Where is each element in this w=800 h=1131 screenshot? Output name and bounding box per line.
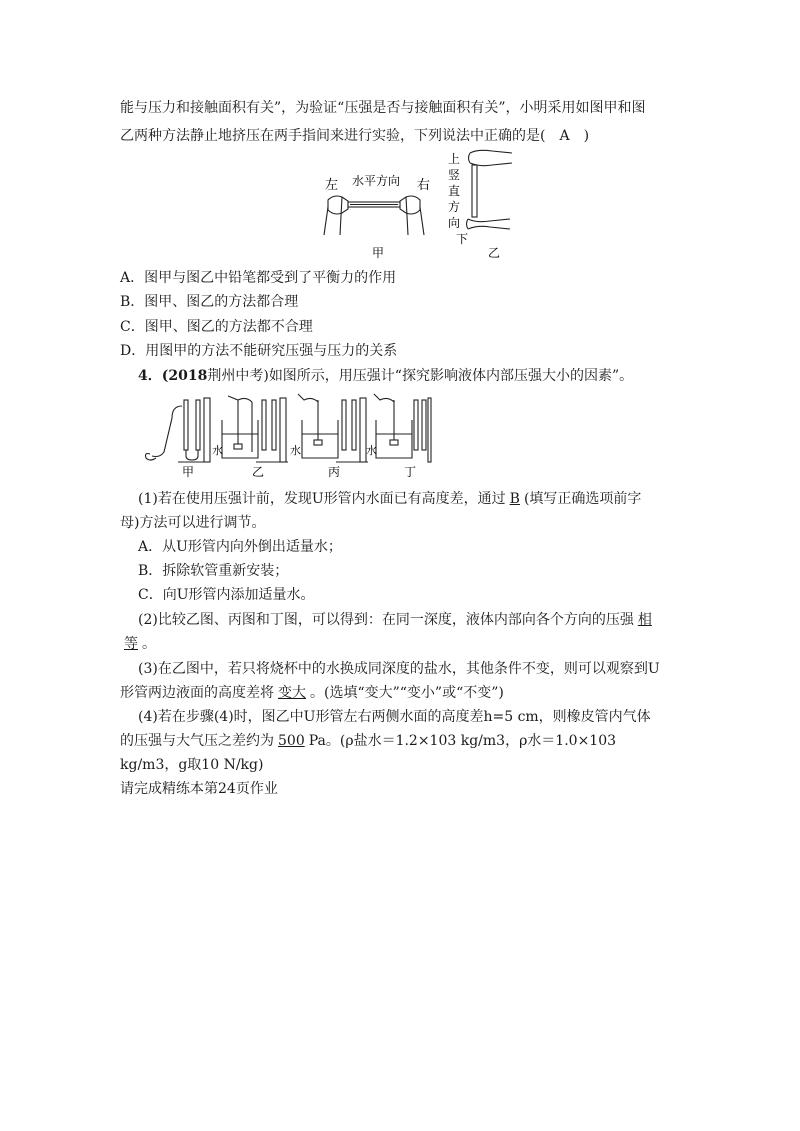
pressure-gauge-figure [142,388,432,478]
q3-line2: 乙两种方法静止地挤压在两手指间来进行实验，下列说法中正确的是( A ) [120,128,590,144]
q4-p3-answer: 变大 [278,685,306,701]
q4-p1-option-a: A．从U形管内向外倒出适量水； [138,539,342,555]
q4-p1-option-c: C．向U形管内添加适量水。 [138,587,315,603]
homework-footer: 请完成精练本第24页作业 [120,781,278,797]
q4-p1-answer: B [509,491,520,507]
q4-p3-line2 [120,683,504,703]
q4-p2-line2 [120,634,156,654]
fig-label-vertical-4: 向 [448,216,461,230]
q4-stem-line [138,366,633,386]
q4-p2-text: (2)比较乙图、丙图和丁图，可以得到：在同一深度，液体内部向各个方向的压强 [138,612,634,628]
q3-option-a: A．图甲与图乙中铅笔都受到了平衡力的作用 [120,270,397,286]
fig-label-down: 下 [456,232,469,246]
vertical-pencil-hands [467,150,513,229]
q4-p3-text-b: 形管两边液面的高度差将 [120,685,274,701]
q4-p2-answer-1: 相 [637,612,652,628]
q4-p4-line2 [120,731,616,751]
fig-label-yi: 乙 [488,246,501,260]
q4-p3-line1: (3)在乙图中，若只将烧杯中的水换成同深度的盐水，其他条件不变，则可以观察到U [138,661,660,677]
q4-p4-text-c: Pa。(ρ盐水＝1.2×103 kg/m3，ρ水＝1.0×103 [308,733,617,749]
gauge-yi [222,396,288,462]
q4-p4-answer: 500 [278,733,305,749]
gauge-label-ding: 丁 [404,465,417,478]
q4-p2-answer-2: 等 [124,636,138,652]
water-label-2: 水 [290,444,301,457]
q4-stem: 如图所示，用压强计“探究影响液体内部压强大小的因素”。 [268,368,634,384]
q4-p1-line2: 母)方法可以进行调节。 [120,515,266,531]
q4-p2-line1 [138,610,656,630]
fig-label-vertical-2: 直 [448,184,461,198]
q4-p1-text-a: (1)若在使用压强计前，发现U形管内水面已有高度差，通过 [138,491,506,507]
fig-label-jia: 甲 [372,246,385,260]
q4-p4-line1: (4)若在步骤(4)时，图乙中U形管左右两侧水面的高度差h=5 cm，则橡皮管内气体 [138,709,651,725]
pencil-figure [320,145,520,260]
fig-label-vertical-3: 方 [448,200,461,214]
q4-p1-option-b: B．拆除软管重新安装； [138,563,289,579]
fig-label-horizontal: 水平方向 [352,174,401,188]
gauge-ding [374,394,431,462]
q4-source: (2018 [161,368,208,384]
q3-option-b: B．图甲、图乙的方法都合理 [120,294,299,310]
gauge-jia [146,398,211,462]
horizontal-pencil-hands [324,196,424,235]
q4-p1-text-b: (填写正确选项前字 [523,491,642,507]
q4-p2-end: 。 [142,636,156,652]
q4-number: 4． [138,368,162,384]
water-label-1: 水 [212,444,223,457]
q3-option-c: C．图甲、图乙的方法都不合理 [120,319,313,335]
q4-source2: 荆州中考) [207,368,269,384]
q4-p4-text-b: 的压强与大气压之差约为 [120,733,274,749]
fig-label-up: 上 [448,152,461,166]
fig-label-vertical-1: 竖 [448,168,461,182]
gauge-bing [298,394,368,462]
gauge-label-bing: 丙 [328,465,341,478]
gauge-label-jia: 甲 [182,465,195,478]
q3-line1: 能与压力和接触面积有关”，为验证“压强是否与接触面积有关”，小明采用如图甲和图 [120,100,646,116]
q4-p3-text-c: 。(选填“变大”“变小”或“不变”) [310,685,504,701]
fig-label-left: 左 [325,178,339,193]
gauge-label-yi: 乙 [252,465,265,478]
q4-p1-line1 [138,489,641,509]
q3-option-d: D．用图甲的方法不能研究压强与压力的关系 [120,343,398,359]
fig-label-right: 右 [417,178,431,193]
q4-p4-line3: kg/m3，g取10 N/kg) [120,757,264,773]
water-label-3: 水 [366,444,377,457]
